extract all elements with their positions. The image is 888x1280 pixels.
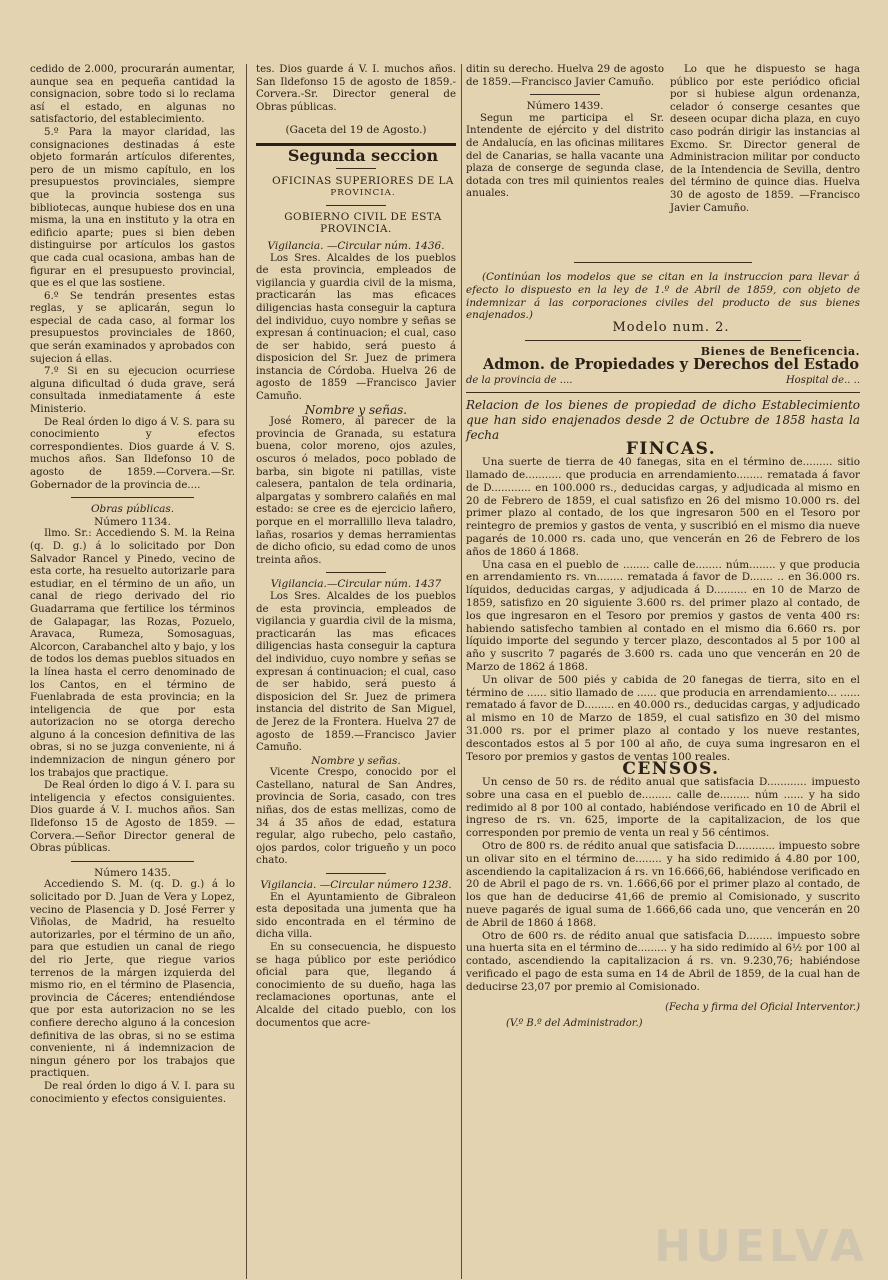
order-number: Número 1439. <box>526 100 604 113</box>
watermark: HUELVA <box>654 1221 868 1272</box>
models-section <box>466 262 860 1030</box>
paragraph: Vicente Crespo, conocido por el Castellano, natural de San Andres, provincia de Soria, casado, con tres niñas, dos de estas mellizas, como de 34 á 35 años de edad, estatura regular, algo rubecho, pelo castaño, ojos pardos, color trigueño y un poco chato. <box>256 767 456 867</box>
censos-heading: CENSOS. <box>622 759 720 780</box>
relacion-title: Relacion de los bienes de propiedad de dicho Establecimiento que han sido enajenados desde 2 de Octubre de 1858 hasta la fecha <box>466 398 860 443</box>
paragraph: 6.º Se tendrán presentes estas reglas, y se aplicarán, segun lo especial de cada caso, al formar los presupuestos provinciales de 1860, que serán examinados y aprobados con sujecion á ellas. <box>30 290 235 365</box>
circular-heading: Vigilancia. —Circular número 1238. <box>260 879 452 892</box>
paragraph: De Real órden lo digo á V. I. para su inteligencia y efectos consiguientes. Dios guarde á V. I. muchos años. San Ildefonso 15 de Agosto de 1859. —Corvera.—Señor Director general de Obras públicas. <box>30 780 235 855</box>
paragraph: tes. Dios guarde á V. I. muchos años. San Ildefonso 15 de agosto de 1859.-Corvera.-Sr. Director general de Obras públicas. <box>256 64 456 113</box>
divider <box>530 94 599 95</box>
order-number: Número 1134. <box>94 515 171 528</box>
paragraph: Lo que he dispuesto se haga público por este periódico oficial por si hubiese algun ordenanza, celador ó conserge cesantes que deseen ocupar dicha plaza, en cuyo caso podrán dirigir las instancias al Excmo. Sr. Director general de Administracion militar por conducto de la Intendencia de Sevilla, dentro del término de quince dias. Huelva 30 de agosto de 1859. —Francisco Javier Camuño. <box>670 64 860 214</box>
paragraph: Ilmo. Sr.: Accediendo S. M. la Reina (q. D. g.) á lo solicitado por Don Salvador Rancel y Pinedo, vecino de esta corte, ha resuelto autorizarle para estudiar, en el término de un año, un canal de riego derivado del rio Guadarrama que fertilice los términos de Galapagar, las Rozas, Pozuelo, Aravaca, Rumeza, Somosaguas, Alcorcon, Carabanchel alto y bajo, y los de todos los demas pueblos situados en la línea hasta el cerro denominado de los Cantos, en el término de Fuenlabrada de esta provincia; en la inteligencia de que por esta autorizacion no se otorga derecho alguno á la concesion definitiva de las obras, si no se juzga conveniente, ni á indemnizacion de ningun género por los trabajos que practique. <box>30 528 235 779</box>
paragraph: Los Sres. Alcaldes de los pueblos de esta provincia, empleados de vigilancia y guardia civil de la misma, practicarán las mas eficaces diligencias hasta conseguir la captura del individuo, cuyo nombre y señas se expresan á continuacion; el cual, caso de ser habido, será puesto á disposicion del Sr. Juez de primera instancia del distrito de San Miguel, de Jerez de la Frontera. Huelva 27 de agosto de 1859.—Francisco Javier Camuño. <box>256 590 456 754</box>
paragraph: José Romero, al parecer de la provincia de Granada, su estatura buena, color moreno, ojos azules, oscuros ó melados, poco poblado de barba, sin bigote ni patillas, viste calesera, pantalon de tela ordinaria, alpargatas y sombrero calañés en mal estado: se cree es de ejercicio lañero, porque en el morrallillo lleva taladro, lañas, rosarios y demas herramientas de dicho oficio, su edad como de unos treinta años. <box>256 416 456 566</box>
gaceta-reference: (Gaceta del 19 de Agosto.) <box>285 124 427 137</box>
paragraph: cedido de 2.000, procurarán aumentar, aunque sea en pequeña cantidad la consignacion, sobre todo si lo reclama así el estado, en algunas no satisfactorio, del establecimiento. <box>30 64 235 126</box>
admon-heading: Admon. de Propiedades y Derechos del Estado <box>482 355 860 373</box>
finca-entry: Una casa en el pueblo de ........ calle de........ núm........ y que producia en arrendamiento rs. vn........ rematada á favor de D....... .. en 36.000 rs. líquidos, deducidas cargas, y adjudicada á D.......... en 10 de Marzo de 1859, satisfizo en 20 siguiente 3.600 rs. del primer plazo al contado, de los que ingresaron en el Tesoro por premios y gastos de venta 400 rs: habiendo satisfecho tambien al contado en el mismo dia 6.660 rs. por líquido importe del segundo y tercer plazo, descontados al 5 por 100 al año y suscrito 7 pagarés de 3.600 rs. cada uno que vencerán en 20 de Marzo de 1862 á 1868. <box>466 558 860 673</box>
column-divider <box>246 64 247 1279</box>
paragraph: Los Sres. Alcaldes de los pueblos de esta provincia, empleados de vigilancia y guardia civil de la misma, practicarán las mas eficaces diligencias hasta conseguir la captura del individuo, cuyo nombre y señas se expresan á continuacion; el cual, caso de ser habido, será puesto á disposicion del Sr. Juez de primera instancia de Córdoba. Huelva 26 de agosto de 1859 —Francisco Javier Camuño. <box>256 252 456 403</box>
censo-entry: Un censo de 50 rs. de rédito anual que satisfacia D............ impuesto sobre una casa en el pueblo de......... calle de......... núm ...... y ha sido redimido al 8 por 100 al contado, habiéndose verificado en 10 de Abril el ingreso de rs. vn. 625, importe de la capitalizacion, de los que corresponden por premio de venta un real y 56 céntimos. <box>466 776 860 840</box>
government-heading: GOBIERNO CIVIL DE ESTA PROVINCIA. <box>284 210 442 236</box>
office-heading: OFICINAS SUPERIORES DE LA <box>272 174 454 187</box>
province-field: de la provincia de .... <box>466 374 573 386</box>
divider <box>466 392 860 393</box>
province-hospital-row <box>466 375 860 388</box>
column-2 <box>256 64 456 1030</box>
section-title: Segunda seccion <box>287 145 439 165</box>
interventor-signature: (Fecha y firma del Oficial Interventor.) <box>665 1001 860 1013</box>
section-heading: Obras públicas. <box>90 503 175 516</box>
office-subheading: PROVINCIA. <box>330 188 396 199</box>
paragraph: En su consecuencia, he dispuesto se haga público por este periódico oficial para que, llegando á conocimiento de su dueño, haga las reclamaciones oportunas, ante el Alcalde del citado pueblo, con los documentos que acre- <box>256 942 456 1029</box>
intro-note: (Continúan los modelos que se citan en la instruccion para llevar á efecto lo dispuesto en la ley de 1.º de Abril de 1859, con objeto de indemnizar á las corporaciones civiles del producto de sus bienes enajenados.) <box>466 271 860 322</box>
censo-entry: Otro de 800 rs. de rédito anual que satisfacia D............ impuesto sobre un olivar sito en el término de........ y ha sido redimido á 4.80 por 100, ascendiendo la capitalizacion á rs. vn 16.666,66, habiéndose verificado en 20 de Abril el pago de rs. vn. 1.666,66 por el primer plazo al contado, de los que han de deducirse 41,66 de premio al Comisionado, y suscrito nueve pagarés de igual suma de 1.666,66 cada uno, que vencerán en 20 de Abril de 1860 á 1868. <box>466 840 860 929</box>
column-3 <box>466 64 664 201</box>
subheading: Nombre y señas. <box>304 402 408 417</box>
administrator-visa: (V.º B.º del Administrador.) <box>506 1017 643 1029</box>
finca-entry: Una suerte de tierra de 40 fanegas, sita en el término de......... sitio llamado de........... que producia en arrendamiento........ rematada á favor de D............ en 100.000 rs., deducidas cargas, y adjudicada al mismo en 20 de Febrero de 1859, el cual satisfizo en 26 del mismo 10.000 rs. del primer plazo al contado, de los que ingresaron 500 en el Tesoro por reintegro de premios y gastos de venta, y suscribió en el mismo dia nueve pagarés de 10.000 rs. cada uno, que vencerán en 26 de Febrero de los años de 1860 á 1868. <box>466 456 860 558</box>
divider <box>71 861 194 862</box>
divider <box>336 168 376 169</box>
divider <box>71 497 194 498</box>
paragraph: 7.º Si en su ejecucion ocurriese alguna dificultad ó duda grave, será consultada inmediatamente á este Ministerio. <box>30 366 235 416</box>
subheading: Nombre y señas. <box>311 754 401 767</box>
divider <box>326 205 386 206</box>
fincas-heading: FINCAS. <box>625 439 717 460</box>
finca-entry: Un olivar de 500 piés y cabida de 20 fanegas de tierra, sito en el término de ...... sitio llamado de ...... que producia en arrendamiento... ...... rematado á favor de D......... en 40.000 rs., deducidas cargas, y adjudicado al mismo en 10 de Marzo de 1859, el cual satisfizo en 30 del mismo 31.000 rs. por el primer plazo al contado y los nueve restantes, descontados estos al 5 por 100 al año, de cuya suma ingresaron en el Tesoro por premios y gastos de ventas 100 reales. <box>466 673 860 763</box>
bienes-heading: Bienes de Beneficencia. <box>700 344 860 358</box>
censo-entry: Otro de 600 rs. de rédito anual que satisfacia D........ impuesto sobre una huerta sita en el término de......... y ha sido redimido al 6½ por 100 al contado, ascendiendo la capitalizacion á rs. vn. 9.230,76; habiéndose verificado el pago de esta suma en 14 de Abril de 1859, de la cual han de deducirse 23,07 por premio al Comisionado. <box>466 929 860 993</box>
paragraph: De Real órden lo digo á V. S. para su conocimiento y efectos correspondientes. Dios guarde á V. S. muchos años. San Ildefonso 10 de agosto de 1859.—Corvera.—Sr. Gobernador de la provincia de.... <box>30 416 235 491</box>
column-1 <box>30 64 235 1106</box>
paragraph: Accediendo S. M. (q. D. g.) á lo solicitado por D. Juan de Vera y Lopez, vecino de Plasencia y D. José Ferrer y Viñolas, de Madrid, ha resuelto autorizarles, por el término de un año, para que estudien un canal de riego del rio Jerte, que riegue varios terrenos de la márgen izquierda del mismo rio, en el término de Plasencia, provincia de Cáceres; entendiéndose que por esta autorizacion no se les confiere derecho alguno á la concesion definitiva de las obras, si no se estima conveniente, ni á indemnizacion de ningun género por los trabajos que practiquen. <box>30 879 235 1080</box>
model-title: Modelo num. 2. <box>612 320 730 336</box>
circular-heading: Vigilancia.—Circular núm. 1437 <box>270 578 442 591</box>
paragraph: ditin su derecho. Huelva 29 de agosto de 1859.—Francisco Javier Camuño. <box>466 64 664 88</box>
divider <box>326 572 386 573</box>
column-4 <box>670 64 860 215</box>
signature-row <box>466 1002 860 1031</box>
paragraph: Segun me participa el Sr. Intendente de ejército y del distrito de Andalucía, en las oficinas militares del de Canarias, se halla vacante una plaza de conserge de segunda clase, dotada con tres mil quinientos reales anuales. <box>466 112 664 200</box>
circular-heading: Vigilancia. —Circular núm. 1436. <box>267 239 445 252</box>
paragraph: En el Ayuntamiento de Gibraleon esta depositada una jumenta que ha sido encontrada en el término de dicha villa. <box>256 891 456 941</box>
hospital-field: Hospital de.. .. <box>785 374 860 386</box>
column-divider <box>461 64 462 1279</box>
divider <box>574 262 751 263</box>
paragraph: 5.º Para la mayor claridad, las consignaciones destinadas á este objeto formarán artículos diferentes, pero de un mismo capítulo, en los presupuestos provinciales, siempre que la provincia sostenga sus bibliotecas, aunque hubiese dos en una misma, la una en instituto y la otra en edificio aparte; pues si bien deben distinguirse por artículos los gastos que cada cual ocasiona, ambas han de figurar en el presupuesto provincial, que es el que las sostiene. <box>30 126 235 290</box>
divider <box>326 873 386 874</box>
paragraph: De real órden lo digo á V. I. para su conocimiento y efectos consiguientes. <box>30 1080 235 1105</box>
divider <box>525 340 801 341</box>
order-number: Número 1435. <box>94 866 171 879</box>
